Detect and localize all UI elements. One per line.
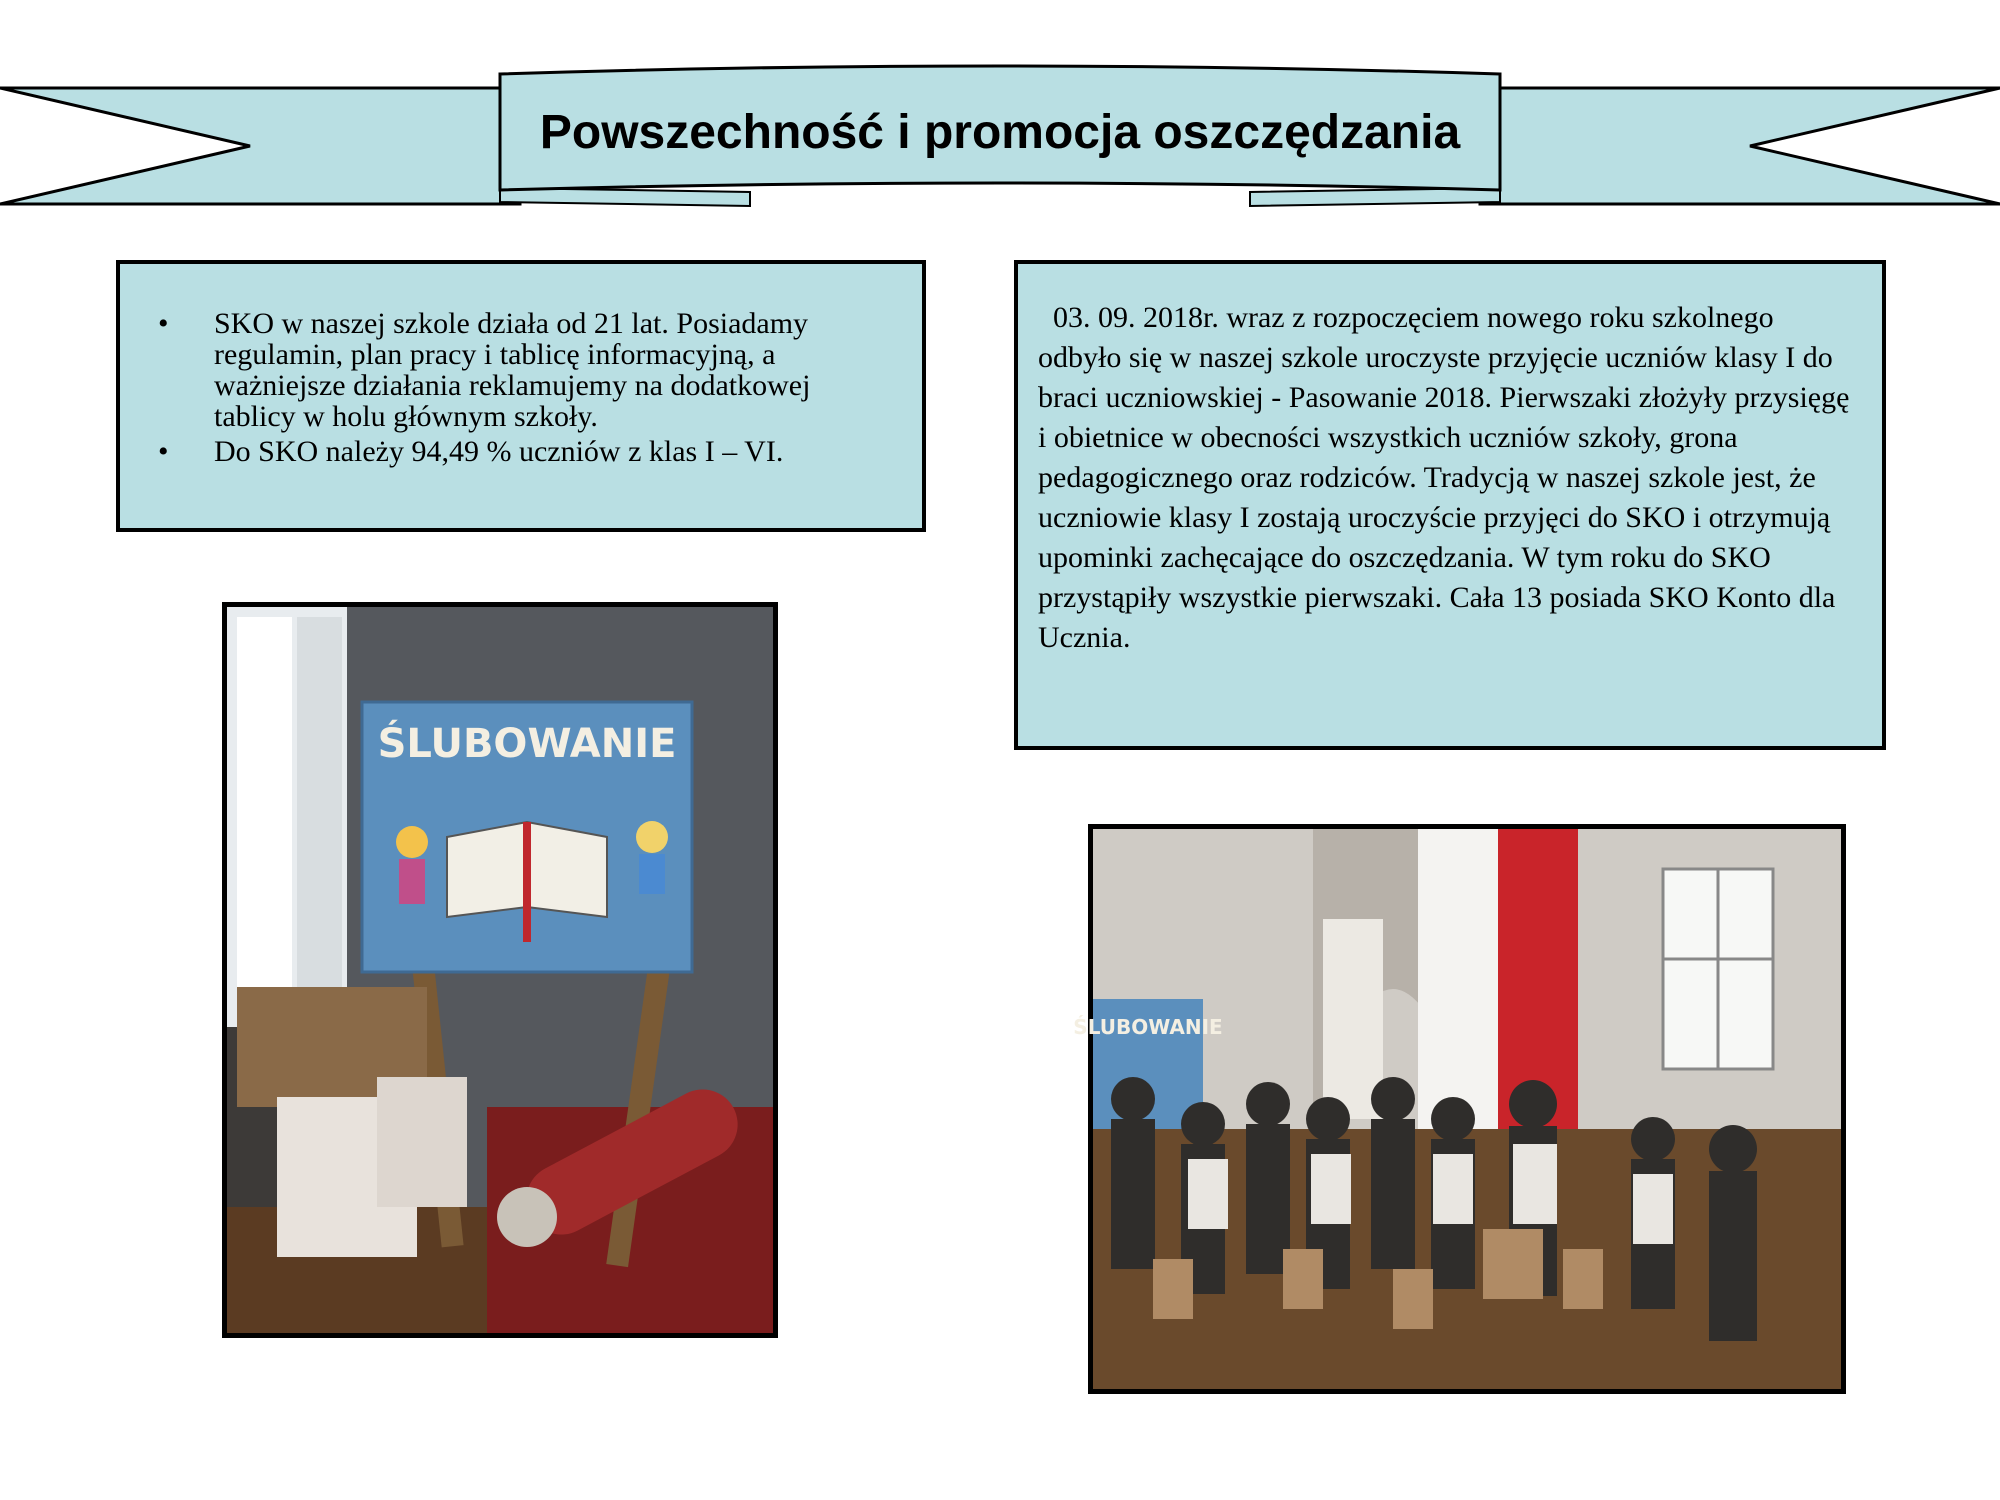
photo-right-illustration	[1073, 829, 1841, 1389]
info-box-right	[1014, 260, 1886, 750]
photo-left-illustration	[227, 607, 773, 1333]
board-title: ŚLUBOWANIE	[377, 721, 677, 767]
photo-slubowanie-board	[222, 602, 778, 1338]
page-title: Powszechność i promocja oszczędzania	[539, 105, 1461, 159]
bullet-icon: •	[158, 307, 169, 340]
list-item-text: SKO w naszej szkole działa od 21 lat. Posiadamy regulamin, plan pracy i tablicę informacyjną, a ważniejsze działania reklamujemy na dodatkowej tablicy w holu głównym szkoły.	[214, 307, 811, 433]
board-title: ŚLUBOWANIE	[1073, 1015, 1223, 1039]
event-description: 03. 09. 2018r. wraz z rozpoczęciem nowego roku szkolnego odbyło się w naszej szkole uroczyste przyjęcie uczniów klasy I do braci uczniowskiej - Pasowanie 2018. Pierwszaki złożyły przysięgę i obietnice w obecności wszystkich uczniów szkoły, grona pedagogicznego oraz rodziców. Tradycją w naszej szkole jest, że uczniowie klasy I zostają uroczyście przyjęci do SKO i otrzymują upominki zachęcające do oszczędzania. W tym roku do SKO przystąpiły wszystkie pierwszaki. Cała 13 posiada SKO Konto dla Ucznia.	[1038, 301, 1857, 654]
list-item-text: Do SKO należy 94,49 % uczniów z klas I – VI.	[214, 435, 784, 468]
list-item	[140, 436, 882, 467]
photo-ceremony-students	[1073, 824, 1846, 1394]
bullet-icon: •	[158, 435, 169, 468]
info-list	[140, 308, 882, 467]
info-box-left	[116, 260, 926, 532]
list-item	[140, 308, 882, 432]
